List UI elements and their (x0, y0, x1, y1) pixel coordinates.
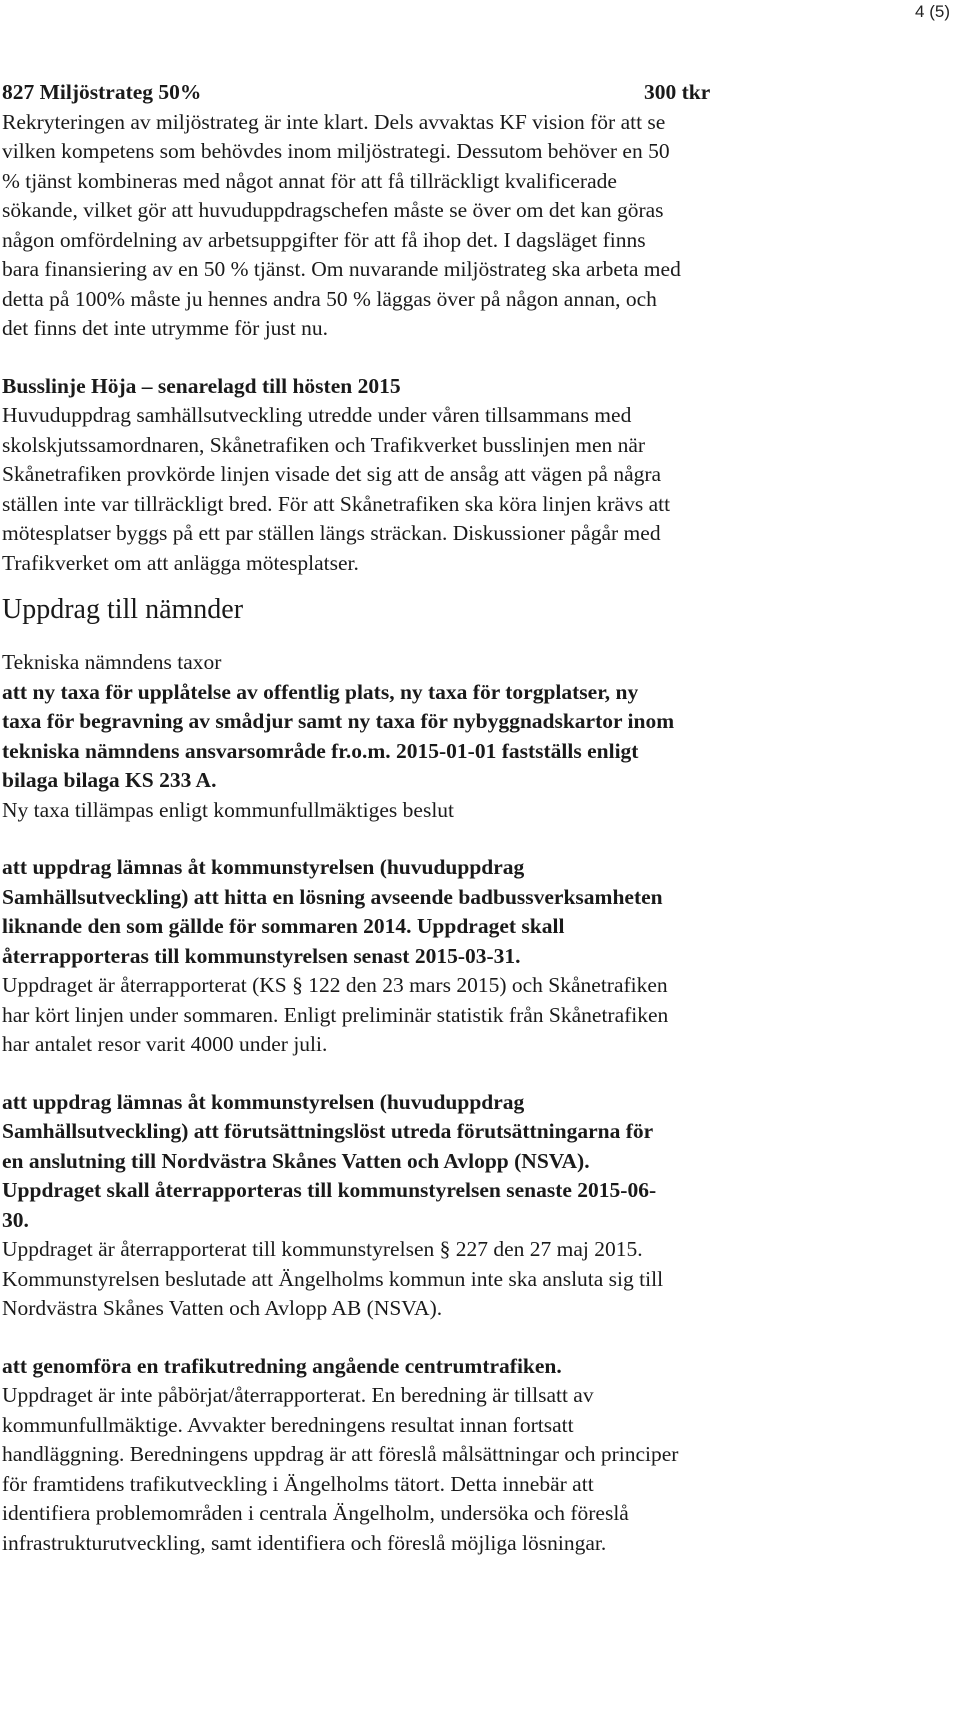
section-badbuss (2, 853, 882, 1060)
decision-line: att uppdrag lämnas åt kommunstyrelsen (huvuduppdrag (2, 855, 525, 879)
tekniska-subheading: Tekniska nämndens taxor (2, 650, 222, 674)
busslinje-title: Busslinje Höja – senarelagd till hösten 2015 (2, 373, 401, 398)
decision-line: återrapporteras till kommunstyrelsen senast 2015-03-31. (2, 943, 521, 968)
decision-line: 30. (2, 1207, 29, 1232)
paragraph-line: Huvuduppdrag samhällsutveckling utredde under våren tillsammans med (2, 403, 632, 427)
paragraph-line: % tjänst kombineras med något annat för att få tillräckligt kvalificerade (2, 168, 617, 193)
paragraph-line: Kommunstyrelsen beslutade att Ängelholms kommun inte ska ansluta sig till (2, 1266, 664, 1291)
decision-line: Samhällsutveckling) att förutsättningslöst utreda förutsättningarna för (2, 1119, 654, 1143)
paragraph-line: detta på 100% måste ju hennes andra 50 % läggas över på någon annan, och (2, 286, 657, 311)
decision-line: att ny taxa för upplåtelse av offentlig plats, ny taxa för torgplatser, ny (2, 679, 639, 704)
paragraph-line: har kört linjen under sommaren. Enligt preliminär statistik från Skånetrafiken (2, 1002, 669, 1027)
paragraph-line: någon omfördelning av arbetsuppgifter för att få ihop det. I dagsläget finns (2, 227, 646, 252)
paragraph-line: infrastrukturutveckling, samt identifiera och föreslå möjliga lösningar. (2, 1530, 607, 1555)
decision-line: liknande den som gällde för sommaren 2014. Uppdraget skall (2, 914, 565, 938)
paragraph-line: bara finansiering av en 50 % tjänst. Om nuvarande miljöstrateg ska arbeta med (2, 257, 681, 281)
decision-line: taxa för begravning av smådjur samt ny taxa för nybyggnadskartor inom (2, 709, 675, 733)
section-heading-uppdrag: Uppdrag till nämnder (2, 594, 244, 625)
paragraph-line: Rekryteringen av miljöstrateg är inte klart. Dels avvaktas KF vision för att se (2, 109, 666, 134)
section-busslinje (2, 372, 882, 579)
paragraph-line: Uppdraget är inte påbörjat/återrapporterat. En beredning är tillsatt av (2, 1383, 594, 1407)
decision-line: Uppdraget skall återrapporteras till kommunstyrelsen senaste 2015-06- (2, 1178, 657, 1202)
decision-line: en anslutning till Nordvästra Skånes Vatten och Avlopp (NSVA). (2, 1148, 590, 1173)
paragraph-line: ställen inte var tillräckligt bred. För att Skånetrafiken ska köra linjen krävs att (2, 491, 671, 516)
decision-line: bilaga bilaga KS 233 A. (2, 768, 217, 792)
paragraph-line: har antalet resor varit 4000 under juli. (2, 1032, 328, 1056)
document-body (2, 78, 882, 1558)
decision-line: Samhällsutveckling) att hitta en lösning avseende badbussverksamheten (2, 884, 663, 909)
section-nsva (2, 1088, 882, 1324)
paragraph-line: identifiera problemområden i centrala Ängelholm, undersöka och föreslå (2, 1501, 629, 1525)
section-miljostrateg (2, 78, 882, 344)
paragraph-line: Uppdraget är återrapporterat till kommunstyrelsen § 227 den 27 maj 2015. (2, 1237, 643, 1261)
decision-line: att genomföra en trafikutredning angående centrumtrafiken. (2, 1353, 562, 1378)
miljostrateg-amount: 300 tkr (644, 80, 711, 104)
paragraph-line: skolskjutssamordnaren, Skånetrafiken och Trafikverket busslinjen men när (2, 432, 646, 457)
paragraph-line: Ny taxa tillämpas enligt kommunfullmäktiges beslut (2, 797, 455, 822)
paragraph-line: vilken kompetens som behövdes inom miljöstrategi. Dessutom behöver en 50 (2, 139, 670, 163)
page-number: 4 (5) (915, 2, 950, 21)
paragraph-line: det finns det inte utrymme för just nu. (2, 316, 329, 340)
section-tekniska-taxor (2, 648, 882, 825)
paragraph-line: Nordvästra Skånes Vatten och Avlopp AB (NSVA). (2, 1296, 443, 1320)
paragraph-line: handläggning. Beredningens uppdrag är att föreslå målsättningar och principer (2, 1442, 679, 1466)
paragraph-line: Skånetrafiken provkörde linjen visade det sig att de ansåg att vägen på några (2, 462, 662, 486)
miljostrateg-title: 827 Miljöstrateg 50% (2, 80, 202, 104)
paragraph-line: kommunfullmäktige. Avvakter beredningens resultat innan fortsatt (2, 1412, 574, 1437)
section-trafikutredning (2, 1352, 882, 1559)
decision-line: tekniska nämndens ansvarsområde fr.o.m. 2015-01-01 fastställs enligt (2, 738, 639, 763)
decision-line: att uppdrag lämnas åt kommunstyrelsen (huvuduppdrag (2, 1089, 525, 1114)
paragraph-line: Trafikverket om att anlägga mötesplatser. (2, 550, 359, 575)
paragraph-line: Uppdraget är återrapporterat (KS § 122 den 23 mars 2015) och Skånetrafiken (2, 973, 668, 997)
paragraph-line: för framtidens trafikutveckling i Ängelholms tätort. Detta innebär att (2, 1471, 594, 1496)
paragraph-line: mötesplatser byggs på ett par ställen längs sträckan. Diskussioner pågår med (2, 521, 661, 545)
miljostrateg-heading (2, 78, 882, 108)
paragraph-line: sökande, vilket gör att huvuduppdragschefen måste se över om det kan göras (2, 198, 664, 222)
